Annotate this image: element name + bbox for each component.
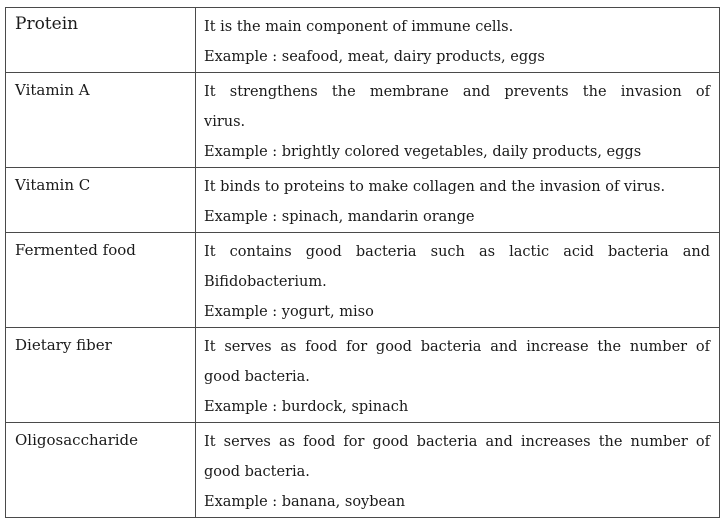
- description-line: virus.: [204, 114, 246, 130]
- nutrient-description: [196, 168, 720, 233]
- nutrient-name: Oligosaccharide: [6, 423, 196, 518]
- description-line: It strengthens the membrane and prevents the invasion of: [204, 84, 710, 100]
- nutrition-table: [5, 7, 720, 518]
- description-line: good bacteria.: [204, 464, 310, 480]
- description-line: Bifidobacterium.: [204, 274, 327, 290]
- example-text: Example : spinach, mandarin orange: [204, 209, 475, 225]
- example-text: Example : burdock, spinach: [204, 399, 409, 415]
- table-row: [6, 423, 720, 518]
- nutrient-name: Protein: [6, 8, 196, 73]
- nutrient-description: [196, 73, 720, 168]
- table-row: [6, 168, 720, 233]
- table-row: [6, 73, 720, 168]
- description-line: good bacteria.: [204, 369, 310, 385]
- description-line: It contains good bacteria such as lactic acid bacteria and: [204, 244, 710, 260]
- description-line: It serves as food for good bacteria and increase the number of: [204, 339, 710, 355]
- example-text: Example : seafood, meat, dairy products, eggs: [204, 49, 545, 65]
- nutrient-description: [196, 233, 720, 328]
- nutrient-description: [196, 423, 720, 518]
- nutrient-name: Vitamin A: [6, 73, 196, 168]
- table-row: [6, 233, 720, 328]
- nutrient-name: Dietary fiber: [6, 328, 196, 423]
- nutrient-name: Fermented food: [6, 233, 196, 328]
- description-line: It binds to proteins to make collagen and the invasion of virus.: [204, 179, 666, 195]
- table-row: [6, 328, 720, 423]
- nutrient-description: [196, 328, 720, 423]
- description-line: It is the main component of immune cells.: [204, 19, 514, 35]
- nutrient-name: Vitamin C: [6, 168, 196, 233]
- example-text: Example : brightly colored vegetables, daily products, eggs: [204, 144, 642, 160]
- table-row: [6, 8, 720, 73]
- example-text: Example : banana, soybean: [204, 494, 406, 510]
- description-line: It serves as food for good bacteria and increases the number of: [204, 434, 710, 450]
- nutrient-description: [196, 8, 720, 73]
- example-text: Example : yogurt, miso: [204, 304, 374, 320]
